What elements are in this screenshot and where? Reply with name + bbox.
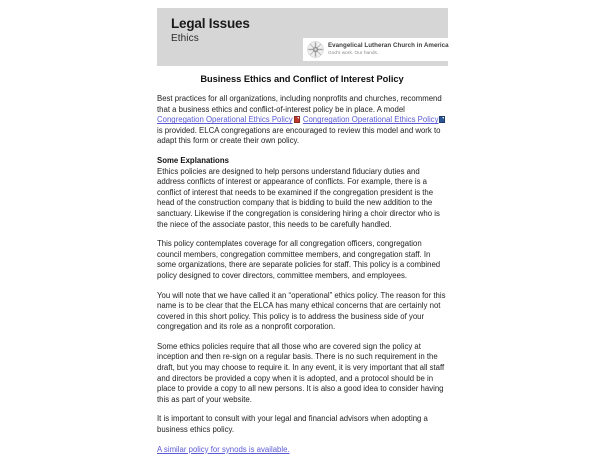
- page-header-band: [157, 8, 448, 66]
- elca-logo-lockup: [303, 38, 448, 61]
- pdf-file-icon: [294, 116, 300, 123]
- paragraph-ethics-policies-purpose: Ethics policies are designed to help persons understand fiduciary duties and address conflicts of interest or appearance of conflicts. For example, there is a conflict of interest that needs to be examined if the congregation president is the head of the construction company that is bidding to build the new addition to the sanctuary. Likewise if the congregation is considering hiring a choir director who is the niece of the associate pastor, this needs to be carefully handled.: [157, 166, 440, 229]
- paragraph-policy-coverage: This policy contemplates coverage for all congregation officers, congregation council members, congregation committee members, and congregation staff. In some organizations, there are separate policies for staff. This policy is a combined policy designed to cover directors, committee members, and employees.: [157, 239, 441, 280]
- paragraph-consult-advisors: It is important to consult with your legal and financial advisors when adopting a business ethics policy.: [157, 414, 428, 435]
- page-title: Legal Issues: [171, 16, 250, 31]
- link-congregation-operational-ethics-policy-doc[interactable]: Congregation Operational Ethics Policy: [302, 115, 439, 125]
- word-document-icon: [439, 116, 445, 123]
- elca-logo-name: Evangelical Lutheran Church in America: [328, 42, 449, 50]
- footer-link-row: [157, 445, 447, 456]
- elca-cross-rosette-icon: [307, 41, 324, 58]
- paragraph-operational-naming: You will note that we have called it an “operational” ethics policy. The reason for this name is to be clear that the ELCA has many ethical concerns that are certainly not covered in this short policy. This policy is to address the business side of your congregation and its role as a nonprofit corporation.: [157, 290, 446, 332]
- intro-lead-text: Best practices for all organizations, including nonprofits and churches, recommend that a business ethics and conflict-of-interest policy be in place. A model: [157, 94, 442, 114]
- paragraph-signing-requirements: Some ethics policies require that all those who are covered sign the policy at inception and then re-sign on a regular basis. There is no such requirement in the draft, but you may choose to require it. In any event, it is very important that all staff and directors be provided a copy when it is adopted, and a protocol should be in place to provide a copy to all new persons. It is also a good idea to consider having this as part of your website.: [157, 341, 445, 404]
- document-title: Business Ethics and Conflict of Interest Policy: [200, 74, 404, 84]
- link-similar-policy-for-synods[interactable]: A similar policy for synods is available.: [157, 444, 290, 454]
- elca-logo-text: [328, 43, 449, 56]
- page-subtitle: Ethics: [171, 33, 199, 44]
- link-congregation-operational-ethics-policy-pdf[interactable]: Congregation Operational Ethics Policy: [157, 115, 293, 125]
- section-heading-some-explanations: Some Explanations: [157, 155, 229, 165]
- document-body: [157, 74, 447, 463]
- intro-paragraph: [157, 94, 447, 147]
- intro-tail-text: is provided. ELCA congregations are encouraged to review this model and work to adapt this form or create their own policy.: [157, 125, 441, 146]
- elca-logo-tagline: God's work. Our hands.: [328, 50, 379, 56]
